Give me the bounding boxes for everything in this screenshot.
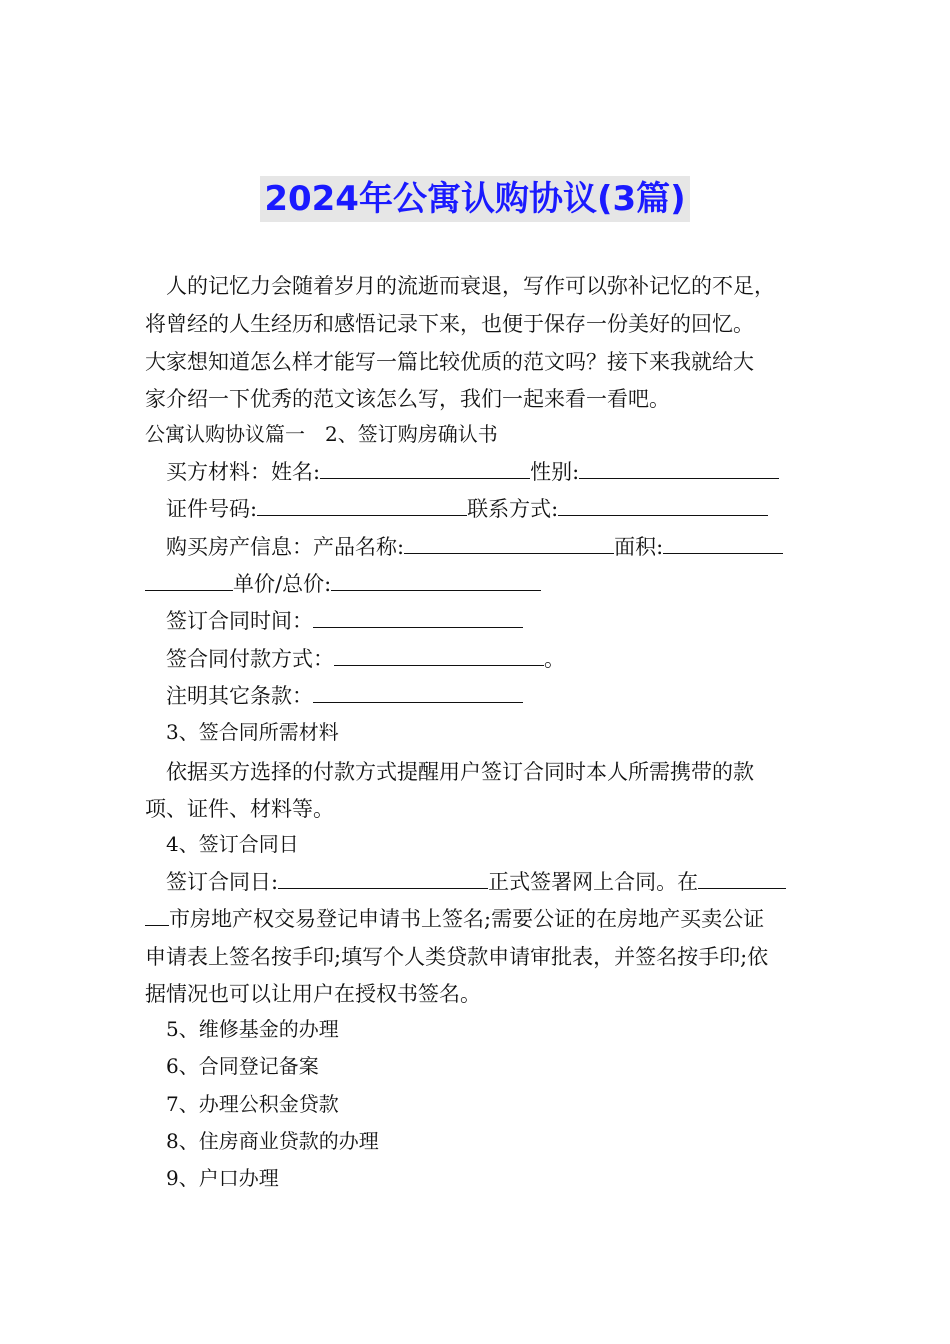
sign-date-blank	[278, 868, 488, 889]
document-title: 2024年公寓认购协议(3篇)	[260, 176, 689, 222]
gender-label: 性别:	[530, 460, 580, 484]
sign-time-blank	[313, 607, 523, 628]
sign-time-row	[166, 607, 523, 635]
intro-line: 人的记忆力会随着岁月的流逝而衰退，写作可以弥补记忆的不足，	[166, 274, 775, 298]
intro-line: 家介绍一下优秀的范文该怎么写，我们一起来看一看吧。	[145, 387, 670, 411]
item-4-body-line: 申请表上签名按手印;填写个人类贷款申请审批表，并签名按手印;依	[145, 945, 769, 969]
intro-line: 将曾经的人生经历和感悟记录下来，也便于保存一份美好的回忆。	[145, 312, 754, 336]
id-row	[166, 495, 768, 523]
item-4-mid: 正式签署网上合同。在	[488, 870, 699, 894]
area-blank-cont	[145, 570, 233, 591]
city-blank	[698, 868, 786, 889]
id-number-label: 证件号码:	[166, 497, 258, 521]
id-number-blank	[257, 495, 467, 516]
document-title-wrap	[0, 176, 950, 222]
list-item: 5、维修基金的办理	[166, 1017, 339, 1041]
area-blank	[663, 533, 783, 554]
buyer-name-blank	[320, 458, 530, 479]
price-blank	[331, 570, 541, 591]
other-terms-row	[166, 682, 523, 710]
city-blank-cont	[145, 905, 169, 926]
contact-label: 联系方式:	[467, 497, 559, 521]
item-4-body-row	[145, 905, 764, 933]
other-terms-blank	[313, 682, 523, 703]
contact-blank	[558, 495, 768, 516]
item-4-body-line: 据情况也可以让用户在授权书签名。	[145, 982, 481, 1006]
item-3-body-line: 依据买方选择的付款方式提醒用户签订合同时本人所需携带的款	[166, 760, 754, 784]
buyer-name-label: 买方材料：姓名:	[166, 460, 321, 484]
section-heading: 公寓认购协议篇一 2、签订购房确认书	[145, 422, 498, 446]
item-4-title: 4、签订合同日	[166, 832, 299, 856]
item-4-sign-row	[166, 868, 786, 896]
intro-line: 大家想知道怎么样才能写一篇比较优质的范文吗？接下来我就给大	[145, 350, 754, 374]
property-row	[166, 533, 783, 561]
item-4-body-line: 市房地产权交易登记申请书上签名;需要公证的在房地产买卖公证	[169, 907, 765, 931]
sign-time-label: 签订合同时间：	[166, 609, 313, 633]
price-label: 单价/总价:	[233, 572, 332, 596]
item-3-body-line: 项、证件、材料等。	[145, 797, 334, 821]
payment-blank	[334, 645, 544, 666]
gender-blank	[579, 458, 779, 479]
area-label: 面积:	[614, 535, 664, 559]
buyer-row	[166, 458, 779, 486]
price-row	[145, 570, 541, 598]
payment-row	[166, 645, 565, 673]
payment-label: 签合同付款方式：	[166, 647, 334, 671]
list-item: 8、住房商业贷款的办理	[166, 1129, 379, 1153]
item-4-lead: 签订合同日:	[166, 870, 279, 894]
property-name-blank	[404, 533, 614, 554]
item-3-title: 3、签合同所需材料	[166, 720, 339, 744]
list-item: 6、合同登记备案	[166, 1054, 319, 1078]
list-item: 9、户口办理	[166, 1166, 279, 1190]
property-name-label: 购买房产信息：产品名称:	[166, 535, 405, 559]
payment-end: 。	[544, 647, 565, 671]
list-item: 7、办理公积金贷款	[166, 1092, 339, 1116]
other-terms-label: 注明其它条款：	[166, 684, 313, 708]
